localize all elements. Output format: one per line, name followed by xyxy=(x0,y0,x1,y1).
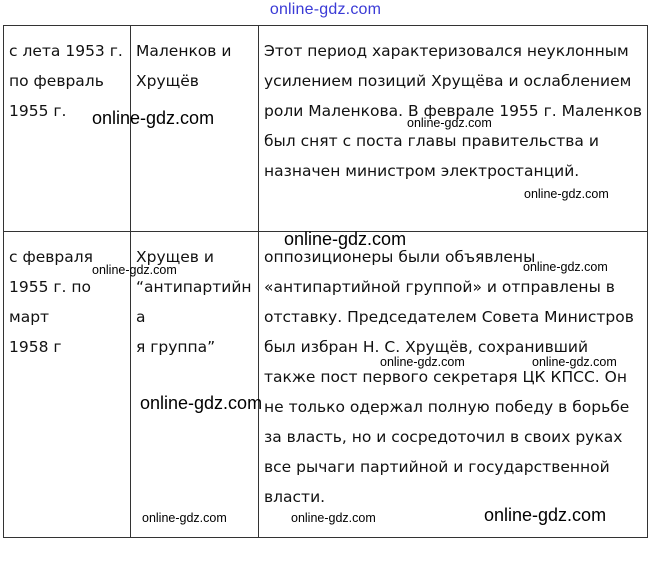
description-cell xyxy=(259,26,648,232)
table-row xyxy=(4,26,648,232)
table-row xyxy=(4,232,648,538)
period-cell xyxy=(4,26,131,232)
watermark: online-gdz.com xyxy=(92,108,215,128)
watermark: online-gdz.com xyxy=(291,511,376,525)
description-text: оппозиционеры были объявлены «антипартийной группой» и отправлены в отставку. Председателем Совета Министров был избран Н. С. Хрущёв, сохранивший также пост первого секретаря ЦК КПСС. Он не только одержал полную победу в борьбе за власть, но и сосредоточил в своих руках все рычаги партийной и государственной власти. xyxy=(264,248,634,506)
leaders-text: Маленков и Хрущёв xyxy=(136,42,232,90)
description-cell xyxy=(259,232,648,538)
watermark: online-gdz.com xyxy=(380,355,465,369)
leaders-cell xyxy=(131,26,259,232)
watermark: online-gdz.com xyxy=(284,229,407,249)
leaders-cell xyxy=(131,232,259,538)
description-text: Этот период характеризовался неуклонным усилением позиций Хрущёва и ослаблением роли Маленкова. В феврале 1955 г. Маленков был снят с поста главы правительства и назначен министром электростанций. xyxy=(264,42,643,180)
period-text: с лета 1953 г. по февраль 1955 г. xyxy=(9,42,123,120)
watermark: online-gdz.com xyxy=(92,263,177,277)
watermark: online-gdz.com xyxy=(484,505,607,525)
history-table xyxy=(3,25,648,538)
watermark: online-gdz.com xyxy=(140,393,263,413)
period-text: с февраля 1955 г. по март 1958 г xyxy=(9,248,93,356)
watermark: online-gdz.com xyxy=(532,355,617,369)
period-cell xyxy=(4,232,131,538)
watermark: online-gdz.com xyxy=(142,511,227,525)
watermark: online-gdz.com xyxy=(523,260,608,274)
watermark: online-gdz.com xyxy=(524,187,609,201)
site-banner: online-gdz.com xyxy=(269,1,382,18)
watermark: online-gdz.com xyxy=(407,116,492,130)
leaders-text: Хрущев и “антипартийна я группа” xyxy=(136,248,252,356)
